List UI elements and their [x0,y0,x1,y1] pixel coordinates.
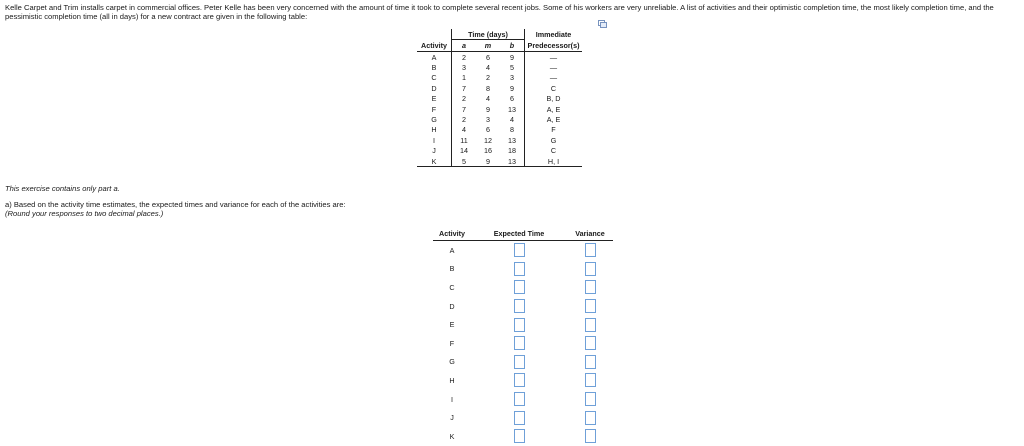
most-likely-cell: 3 [486,115,490,125]
variance-input[interactable] [585,318,596,332]
predecessor-cell: B, D [525,94,583,104]
expected-cell [471,334,567,353]
most-likely-cell: 16 [484,146,492,156]
predecessor-header-line1: Immediate [525,29,583,40]
expected-time-input[interactable] [514,318,525,332]
answer-activity-cell: D [449,301,455,311]
optimistic-cell: 3 [452,62,477,72]
most-likely-cell: 2 [486,73,490,83]
variance-cell [567,260,613,279]
predecessor-cell: — [525,62,583,72]
problem-intro: Kelle Carpet and Trim installs carpet in commercial offices. Peter Kelle has been very concerned with the amount of time it took to complete several recent jobs. Some of his workers are very unreliable. A list of activities and their optimistic completion time, the most likely completion time, and the pessimistic completion time (all in days) for a new contract are given in the following table: [5,3,994,22]
expected-cell [471,278,567,297]
predecessor-header-line2: Predecessor(s) [525,40,583,52]
activity-cell: J [432,146,436,156]
table-row [433,390,613,409]
variance-cell [567,334,613,353]
table-row [433,260,613,279]
variance-input[interactable] [585,355,596,369]
answer-activity-cell: I [451,394,453,404]
activity-cell: G [431,115,437,125]
table-row [417,104,582,114]
most-likely-cell: 4 [486,94,490,104]
table-row [417,135,582,145]
variance-cell [567,427,613,446]
variance-cell [567,390,613,409]
answer-activity-cell: F [449,338,455,348]
expected-time-input[interactable] [514,336,525,350]
variance-cell [567,315,613,334]
expected-time-input[interactable] [514,280,525,294]
table-row [433,353,613,372]
expected-time-input[interactable] [514,373,525,387]
expected-cell [471,260,567,279]
optimistic-cell: 7 [452,83,477,93]
answer-activity-header: Activity [433,226,471,241]
predecessor-cell: H, I [525,156,583,167]
table-row [417,125,582,135]
table-row [433,427,613,446]
variance-input[interactable] [585,299,596,313]
predecessor-cell: — [525,73,583,83]
expected-time-header: Expected Time [471,226,567,241]
variance-input[interactable] [585,243,596,257]
activity-time-table [417,29,582,167]
expected-time-input[interactable] [514,355,525,369]
expected-cell [471,297,567,316]
pessimistic-cell: 3 [510,73,514,83]
expected-time-input[interactable] [514,411,525,425]
table-row [433,241,613,260]
answer-table [433,226,613,446]
table-row [417,94,582,104]
predecessor-cell: C [525,83,583,93]
expected-time-input[interactable] [514,429,525,443]
optimistic-cell: 2 [452,94,477,104]
table-row [433,278,613,297]
activity-cell: D [431,83,437,93]
optimistic-cell: 14 [452,146,477,156]
expected-time-input[interactable] [514,262,525,276]
pessimistic-cell: 18 [508,146,516,156]
table-row [433,371,613,390]
predecessor-cell: A, E [525,104,583,114]
table-row [417,146,582,156]
pessimistic-cell: 13 [508,104,516,114]
variance-cell [567,353,613,372]
answer-activity-cell: J [450,413,454,423]
most-likely-cell: 4 [486,63,490,73]
pessimistic-cell: 8 [510,125,514,135]
answer-activity-cell: G [449,357,455,367]
table-row [433,315,613,334]
optimistic-header: a [462,41,466,50]
expected-time-input[interactable] [514,299,525,313]
predecessor-cell: A, E [525,114,583,124]
variance-input[interactable] [585,411,596,425]
optimistic-cell: 2 [452,114,477,124]
part-note: This exercise contains only part a. [5,184,120,193]
expected-cell [471,315,567,334]
variance-input[interactable] [585,373,596,387]
optimistic-cell: 2 [452,52,477,63]
variance-header: Variance [567,226,613,241]
table-row [417,73,582,83]
predecessor-cell: F [525,125,583,135]
variance-input[interactable] [585,262,596,276]
most-likely-cell: 6 [486,125,490,135]
answer-activity-cell: C [449,282,455,292]
predecessor-cell: — [525,52,583,63]
variance-cell [567,371,613,390]
expected-cell [471,390,567,409]
variance-cell [567,297,613,316]
most-likely-header: m [484,41,492,50]
activity-header: Activity [417,40,452,52]
table-row [417,156,582,167]
variance-cell [567,408,613,427]
variance-input[interactable] [585,336,596,350]
activity-cell: E [431,94,437,104]
pessimistic-cell: 9 [510,83,514,93]
answer-activity-cell: K [449,431,455,441]
table-row [417,114,582,124]
answer-activity-cell: A [449,245,455,255]
table-row [417,52,582,63]
answer-activity-cell: H [449,375,455,385]
pessimistic-cell: 13 [508,135,516,145]
variance-cell [567,278,613,297]
answer-activity-cell: E [449,320,455,330]
copy-icon[interactable] [598,20,607,28]
activity-cell: A [431,52,437,62]
table-row [433,334,613,353]
most-likely-cell: 12 [484,135,492,145]
table-row [417,83,582,93]
most-likely-cell: 9 [476,156,500,167]
table-row [433,297,613,316]
variance-input[interactable] [585,392,596,406]
rounding-hint: (Round your responses to two decimal places.) [5,209,164,219]
optimistic-cell: 7 [452,104,477,114]
pessimistic-cell: 5 [510,63,514,73]
question-block [5,200,346,219]
optimistic-cell: 4 [452,125,477,135]
pessimistic-cell: 13 [500,156,525,167]
table-row [417,62,582,72]
pessimistic-cell: 9 [510,52,514,62]
activity-cell: H [431,125,437,135]
activity-cell: F [431,104,437,114]
expected-cell [471,408,567,427]
expected-time-input[interactable] [514,392,525,406]
variance-cell [567,241,613,260]
question-text: a) Based on the activity time estimates, the expected times and variance for each of the activities are: [5,200,346,209]
expected-cell [471,427,567,446]
optimistic-cell: 11 [452,135,477,145]
most-likely-cell: 8 [486,83,490,93]
expected-cell [471,241,567,260]
activity-cell: I [433,135,435,145]
activity-cell: B [431,63,437,73]
expected-cell [471,353,567,372]
variance-input[interactable] [585,280,596,294]
pessimistic-cell: 4 [510,115,514,125]
predecessor-cell: C [525,146,583,156]
activity-cell: K [417,156,452,167]
activity-cell: C [431,73,437,83]
variance-input[interactable] [585,429,596,443]
table-row [433,408,613,427]
time-days-header: Time (days) [452,29,525,40]
most-likely-cell: 6 [486,52,490,62]
pessimistic-cell: 6 [510,94,514,104]
pessimistic-header: b [509,41,515,50]
answer-activity-cell: B [449,264,455,274]
optimistic-cell: 5 [452,156,477,167]
expected-cell [471,371,567,390]
predecessor-cell: G [525,135,583,145]
expected-time-input[interactable] [514,243,525,257]
most-likely-cell: 9 [486,104,490,114]
optimistic-cell: 1 [452,73,477,83]
